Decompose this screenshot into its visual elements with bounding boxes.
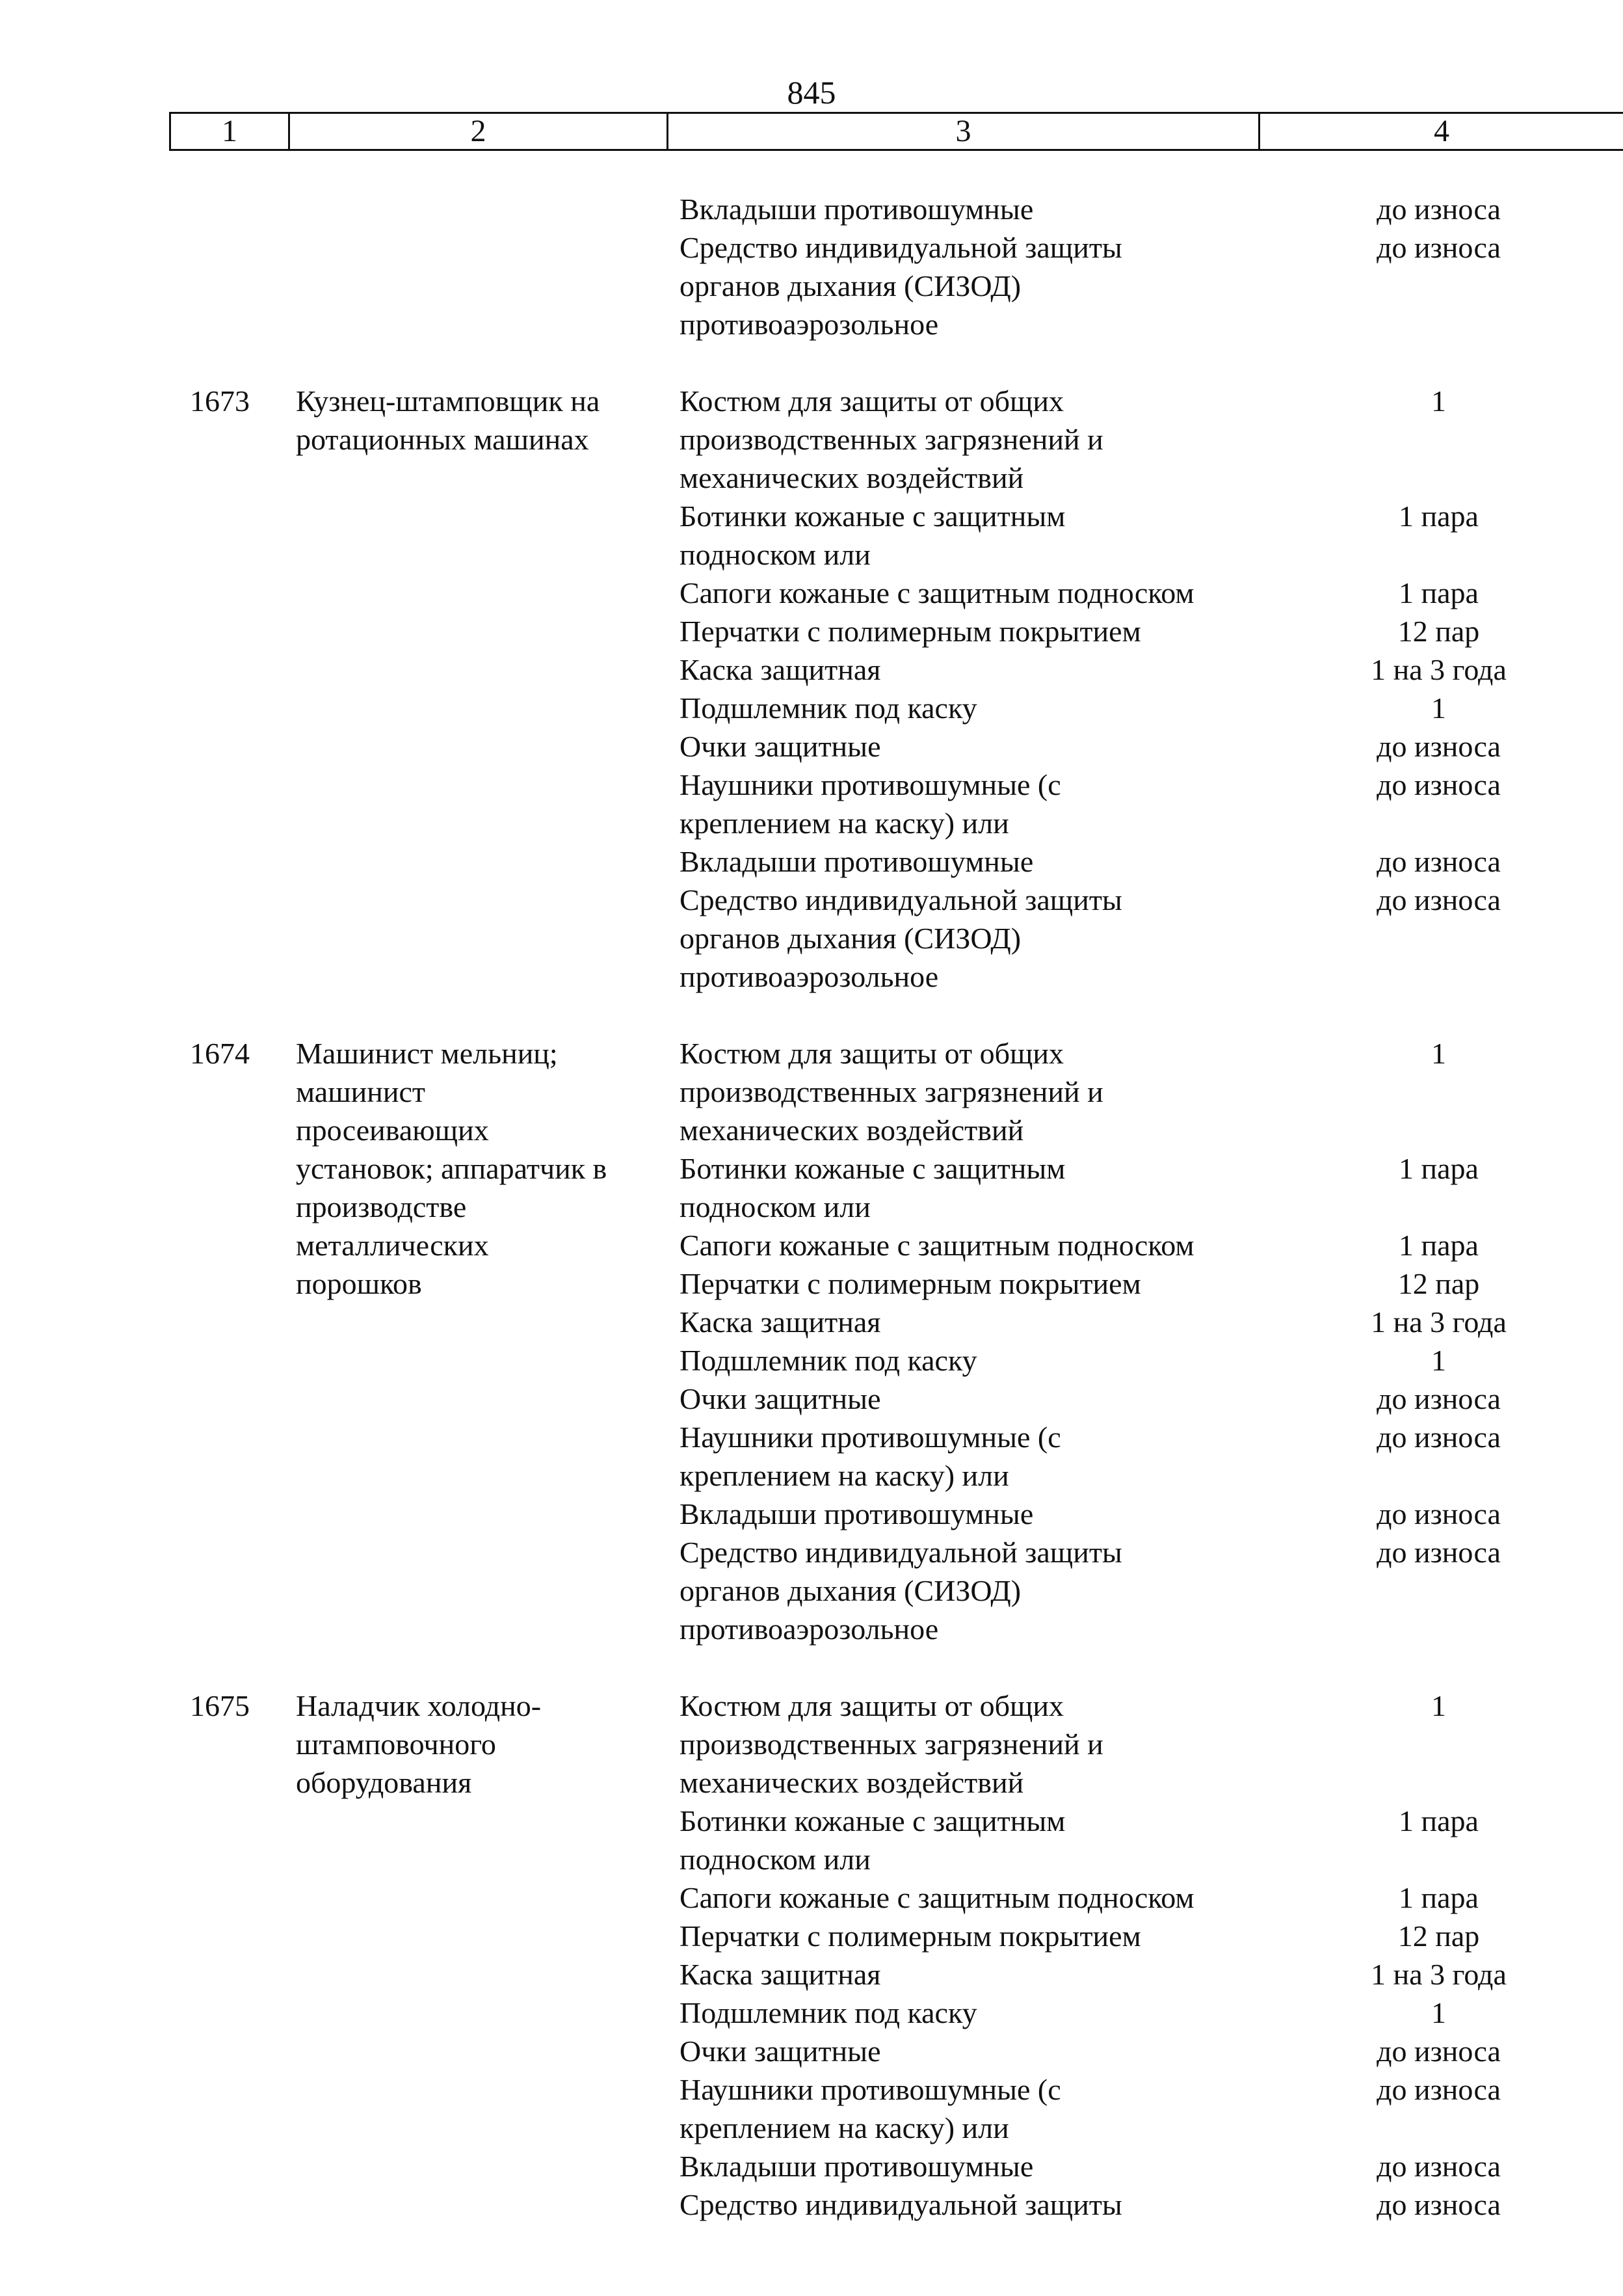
table-row [169,1226,1623,1264]
protective-equipment: Средство индивидуальной защиты [680,2188,1122,2221]
table-row [169,727,1623,766]
table-row [169,459,1623,497]
protective-equipment: Средство индивидуальной защиты [680,1536,1122,1569]
issue-norm: до износа [1377,730,1501,763]
protective-equipment: Перчатки с полимерным покрытием [680,1267,1141,1300]
issue-norm: до износа [1377,2073,1501,2106]
protective-equipment: подноском или [680,538,871,571]
issue-norm: 12 пар [1397,615,1480,648]
issue-norm: до износа [1377,1497,1501,1530]
issue-norm: до износа [1377,193,1501,226]
table-row [169,1878,1623,1917]
table-row [169,1763,1623,1802]
protective-equipment: производственных загрязнений и [680,1728,1103,1761]
issue-norm: до износа [1377,768,1501,801]
protective-equipment: Вкладыши противошумные [680,193,1034,226]
issue-norm: до износа [1377,883,1501,916]
protective-equipment: Подшлемник под каску [680,691,977,725]
table-row [169,420,1623,459]
header-col-2: 2 [290,114,668,149]
issue-norm: до износа [1377,2150,1501,2183]
protective-equipment: Перчатки с полимерным покрытием [680,1919,1141,1953]
table-row [169,1495,1623,1533]
table-row [169,612,1623,650]
table-row [169,1380,1623,1418]
protective-equipment: Каска защитная [680,1305,881,1339]
issue-norm: 1 на 3 года [1371,1305,1507,1339]
row-gap [169,343,1623,382]
table-row [169,574,1623,612]
protective-equipment: Каска защитная [680,1958,881,1991]
issue-norm: до износа [1377,1536,1501,1569]
issue-norm: 1 на 3 года [1371,1958,1507,1991]
table-row [169,842,1623,881]
protective-equipment: Ботинки кожаные с защитным [680,500,1066,533]
page-number: 845 [787,74,836,111]
protective-equipment: Вкладыши противошумные [680,1497,1034,1530]
protective-equipment: Очки защитные [680,1382,881,1415]
table-row [169,1994,1623,2032]
protective-equipment: противоаэрозольное [680,308,939,341]
table-row [169,1034,1623,1073]
issue-norm: 1 пара [1399,1229,1479,1262]
protective-equipment: Сапоги кожаные с защитным подноском [680,576,1194,609]
table-row [169,1188,1623,1226]
table-row [169,1571,1623,1610]
profession-name: оборудования [296,1766,472,1799]
table-row [169,2185,1623,2224]
protective-equipment: Сапоги кожаные с защитным подноском [680,1229,1194,1262]
issue-norm: 12 пар [1397,1267,1480,1300]
protective-equipment: Наушники противошумные (с [680,2073,1061,2106]
header-col-3: 3 [668,114,1260,149]
protective-equipment: органов дыхания (СИЗОД) [680,922,1022,955]
protective-equipment: механических воздействий [680,1114,1024,1147]
protective-equipment: Костюм для защиты от общих [680,1689,1064,1722]
table-row [169,305,1623,343]
table-row [169,190,1623,228]
table-row [169,2147,1623,2185]
row-gap [169,996,1623,1034]
protective-equipment: Вкладыши противошумные [680,845,1034,878]
profession-name: штамповочного [296,1728,496,1761]
table-row [169,1840,1623,1878]
table-row [169,881,1623,919]
table-row [169,1610,1623,1648]
protective-equipment: Вкладыши противошумные [680,2150,1034,2183]
profession-name: ротационных машинах [296,423,589,456]
header-col-1: 1 [171,114,290,149]
profession-name: Наладчик холодно- [296,1689,542,1722]
protective-equipment: Костюм для защиты от общих [680,1037,1064,1070]
issue-norm: 1 на 3 года [1371,653,1507,686]
profession-name: Кузнец-штамповщик на [296,384,600,418]
protective-equipment: противоаэрозольное [680,960,939,993]
table-row [169,1955,1623,1994]
issue-norm: до износа [1377,231,1501,264]
table-row [169,1456,1623,1495]
table-row [169,497,1623,535]
table-row [169,766,1623,804]
issue-norm: 1 пара [1399,500,1479,533]
table-row [169,2032,1623,2070]
issue-norm: до износа [1377,845,1501,878]
protective-equipment: Очки защитные [680,2035,881,2068]
table-row [169,1418,1623,1456]
profession-name: установок; аппаратчик в [296,1152,607,1185]
profession-name: металлических [296,1229,489,1262]
protective-equipment: Сапоги кожаные с защитным подноском [680,1881,1194,1914]
profession-name: производстве [296,1190,467,1223]
protective-equipment: Очки защитные [680,730,881,763]
issue-norm: до износа [1377,2188,1501,2221]
issue-norm: до износа [1377,1421,1501,1454]
table-row [169,1341,1623,1380]
table-body [169,190,1623,2224]
profession-name: Машинист мельниц; [296,1037,558,1070]
table-row [169,1687,1623,1725]
issue-norm: 1 [1431,1037,1446,1070]
protective-equipment: креплением на каску) или [680,1459,1009,1492]
table-header [169,112,1623,151]
protective-equipment: Наушники противошумные (с [680,1421,1061,1454]
issue-norm: 1 пара [1399,576,1479,609]
table-row [169,1073,1623,1111]
issue-norm: до износа [1377,2035,1501,2068]
table-row [169,1725,1623,1763]
protective-equipment: Каска защитная [680,653,881,686]
protective-equipment: Подшлемник под каску [680,1996,977,2029]
table-row [169,1533,1623,1571]
protective-equipment: Ботинки кожаные с защитным [680,1804,1066,1837]
table-row [169,1149,1623,1188]
issue-norm: 12 пар [1397,1919,1480,1953]
protective-equipment: Костюм для защиты от общих [680,384,1064,418]
table-row [169,919,1623,957]
protective-equipment: механических воздействий [680,461,1024,494]
table-row [169,1303,1623,1341]
table-row [169,804,1623,842]
table-row [169,2070,1623,2109]
item-number: 1674 [190,1037,250,1070]
protective-equipment: органов дыхания (СИЗОД) [680,269,1022,302]
protective-equipment: креплением на каску) или [680,2111,1009,2144]
table-row [169,957,1623,996]
issue-norm: 1 [1431,1689,1446,1722]
issue-norm: 1 пара [1399,1152,1479,1185]
row-gap [169,1648,1623,1687]
protective-equipment: органов дыхания (СИЗОД) [680,1574,1022,1607]
protective-equipment: Средство индивидуальной защиты [680,231,1122,264]
profession-name: просеивающих [296,1114,489,1147]
header-col-4: 4 [1434,114,1449,148]
table-row [169,535,1623,574]
protective-equipment: подноском или [680,1190,871,1223]
table-row [169,650,1623,689]
protective-equipment: креплением на каску) или [680,807,1009,840]
protective-equipment: Перчатки с полимерным покрытием [680,615,1141,648]
protective-equipment: Средство индивидуальной защиты [680,883,1122,916]
issue-norm: 1 [1431,384,1446,418]
protective-equipment: Подшлемник под каску [680,1344,977,1377]
protective-equipment: производственных загрязнений и [680,1075,1103,1108]
table-row [169,1111,1623,1149]
table-row [169,228,1623,267]
table-row [169,1917,1623,1955]
table-row [169,267,1623,305]
issue-norm: 1 пара [1399,1881,1479,1914]
table-row [169,382,1623,420]
table-row [169,1264,1623,1303]
issue-norm: 1 пара [1399,1804,1479,1837]
issue-norm: 1 [1431,691,1446,725]
protective-equipment: Наушники противошумные (с [680,768,1061,801]
protective-equipment: подноском или [680,1843,871,1876]
profession-name: порошков [296,1267,422,1300]
issue-norm: до износа [1377,1382,1501,1415]
table-row [169,2109,1623,2147]
protective-equipment: противоаэрозольное [680,1612,939,1646]
item-number: 1673 [190,384,250,418]
protective-equipment: производственных загрязнений и [680,423,1103,456]
issue-norm: 1 [1431,1344,1446,1377]
item-number: 1675 [190,1689,250,1722]
table-row [169,689,1623,727]
table-row [169,1802,1623,1840]
protective-equipment: механических воздействий [680,1766,1024,1799]
profession-name: машинист [296,1075,426,1108]
issue-norm: 1 [1431,1996,1446,2029]
protective-equipment: Ботинки кожаные с защитным [680,1152,1066,1185]
